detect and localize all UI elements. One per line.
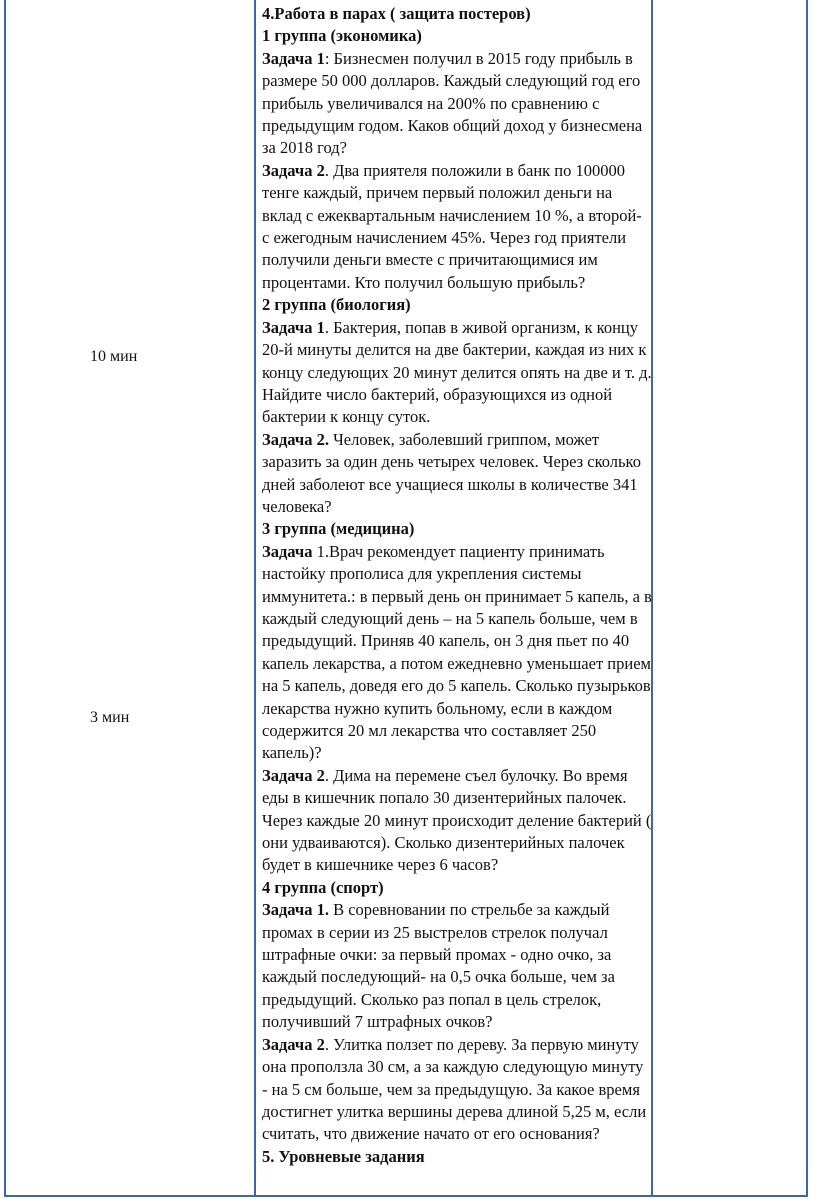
table-border-bottom [4,1195,808,1197]
group-title: 2 группа (биология) [262,295,411,315]
table-border-col1 [254,0,256,1195]
task-label: Задача 1 [262,317,325,337]
activity-cell [262,3,652,1168]
task-label: Задача 2 [262,1034,325,1054]
task-label: Задача 2 [262,160,325,180]
table-border-right [806,0,808,1195]
time-cell-second: 3 мин [90,709,130,726]
task-item [262,899,652,1033]
task-text: Человек, заболевший гриппом, может заразить за один день четырех человек. Через сколько дней заболеют все учащиеся школы в количестве 341 человека? [262,429,641,516]
task-label: Задача [262,541,313,561]
task-item [262,541,652,765]
task-item [262,765,652,877]
group-title: 1 группа (экономика) [262,26,422,46]
task-text: 1.Врач рекомендует пациенту принимать настойку прополиса для укрепления системы иммунитета.: в первый день он принимает 5 капель, а в каждый следующий день – на 5 капель больше, чем в предыдущий. Приняв 40 капель, он 3 дня пьет по 40 капель лекарства, а потом ежедневно уменьшает прием на 5 капель, доведя его до 5 капель. Сколько пузырьков лекарства нужно купить больному, если в каждом содержится 20 мл лекарства что составляет 250 капель)? [262,541,652,763]
group-title: 4 группа (спорт) [262,877,384,897]
task-text: : Бизнесмен получил в 2015 году прибыль в размере 50 000 долларов. Каждый следующий год его прибыль увеличивался на 200% по сравнению с предыдущим годом. Каков общий доход у бизнесмена за 2018 год? [262,48,643,158]
task-text: . Бактерия, попав в живой организм, к концу 20-й минуты делится на две бактерии, каждая из них к концу следующих 20 минут делится опять на две и т. д. Найдите число бактерий, образующихся из одной бактерии к концу суток. [262,317,652,427]
table-border-left [4,0,6,1195]
task-item [262,48,652,160]
task-label: Задача 1. [262,900,329,920]
next-section-title: 5. Уровневые задания [262,1146,425,1166]
task-text: . Улитка ползет по дереву. За первую минуту она проползла 30 см, а за каждую следующую минуту - на 5 см больше, чем за предыдущую. За какое время достигнет улитка вершины дерева длиной 5,25 м, если считать, что движение начато от его основания? [262,1034,647,1144]
task-text: . Дима на перемене съел булочку. Во время еды в кишечник попало 30 дизентерийных палочек. Через каждые 20 минут происходит деление бактерий ( они удваиваются). Сколько дизентерийных палочек будет в кишечнике через 6 часов? [262,765,652,875]
task-item [262,160,652,294]
time-cell-first: 10 мин [90,348,138,365]
task-label: Задача 2. [262,429,329,449]
task-item [262,1034,652,1146]
section-title: 4.Работа в парах ( защита постеров) [262,4,531,23]
task-text: . Два приятеля положили в банк по 100000 тенге каждый, причем первый положил деньги на вклад с ежеквартальным начислением 10 %, а второй- с ежегодным начислением 45%. Через год приятели получили деньги вместе с причитающимися им процентами. Кто получил большую прибыль? [262,160,642,292]
task-label: Задача 1 [262,48,325,68]
task-item [262,429,652,519]
task-text: В соревновании по стрельбе за каждый промах в серии из 25 выстрелов стрелок получал штрафные очки: за первый промах - одно очко, за каждый последующий- на 0,5 очка больше, чем за предыдущий. Сколько раз попал в цель стрелок, получивший 7 штрафных очков? [262,900,615,1032]
task-label: Задача 2 [262,765,325,785]
group-title: 3 группа (медицина) [262,519,415,539]
task-item [262,317,652,429]
